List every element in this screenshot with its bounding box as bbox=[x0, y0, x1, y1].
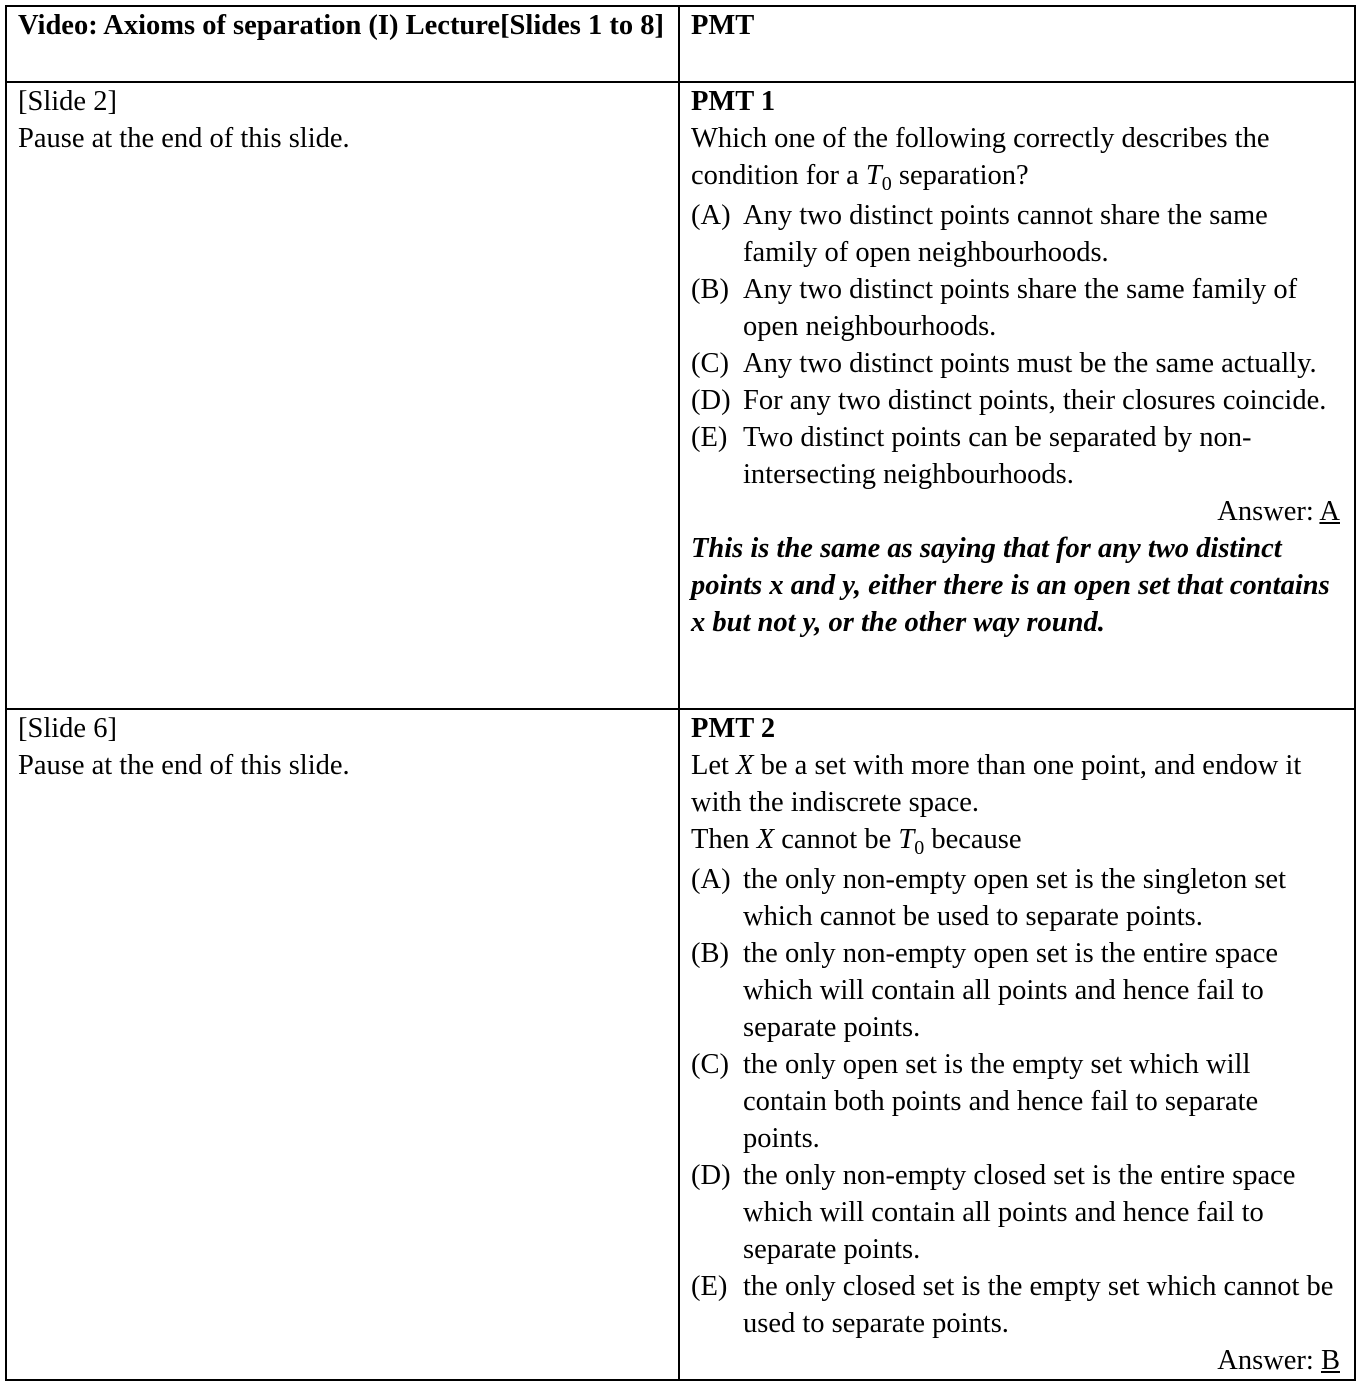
option-text: Any two distinct points must be the same actually. bbox=[743, 348, 1317, 379]
pmt-title: PMT 2 bbox=[691, 713, 776, 744]
option-label: (C) bbox=[691, 348, 729, 379]
pmt-question-line1 bbox=[691, 747, 1340, 821]
math-subscript: 0 bbox=[914, 837, 925, 859]
option-text: the only non-empty open set is the entire space which will contain all points and hence fail to separate points. bbox=[743, 938, 1279, 1043]
option-text: the only closed set is the empty set which cannot be used to separate points. bbox=[743, 1271, 1334, 1339]
question-text-end: separation? bbox=[891, 160, 1029, 191]
option-item bbox=[691, 419, 1340, 493]
answer-note: This is the same as saying that for any two distinct points x and y, either there is an open set that contains x but not y, or the other way round. bbox=[691, 533, 1330, 638]
slide-cell bbox=[6, 709, 679, 1380]
answer-prefix: Answer: bbox=[1217, 1345, 1321, 1376]
math-var: X bbox=[756, 824, 775, 855]
answer-line bbox=[691, 1342, 1340, 1379]
question-text: because bbox=[924, 824, 1022, 855]
option-text: the only non-empty closed set is the entire space which will contain all points and hence fail to separate points. bbox=[743, 1160, 1296, 1265]
answer-value: B bbox=[1320, 1345, 1340, 1376]
header-row bbox=[6, 6, 1355, 82]
math-subscript: 0 bbox=[881, 173, 892, 195]
slide-instruction: Pause at the end of this slide. bbox=[18, 123, 350, 154]
math-var: X bbox=[736, 750, 754, 781]
pmt-title: PMT 1 bbox=[691, 86, 776, 117]
option-item bbox=[691, 861, 1340, 935]
option-label: (B) bbox=[691, 938, 729, 969]
answer-line bbox=[691, 493, 1340, 530]
option-item bbox=[691, 1157, 1340, 1268]
pmt-cell bbox=[679, 709, 1355, 1380]
slide-label: [Slide 6] bbox=[18, 713, 117, 744]
slide-instruction: Pause at the end of this slide. bbox=[18, 750, 350, 781]
option-label: (A) bbox=[691, 200, 731, 231]
answer-value: A bbox=[1319, 496, 1340, 527]
answer-prefix: Answer: bbox=[1217, 496, 1320, 527]
header-pmt-title: PMT bbox=[691, 10, 755, 41]
header-pmt-cell bbox=[679, 6, 1355, 82]
option-item bbox=[691, 271, 1340, 345]
option-label: (E) bbox=[691, 1271, 728, 1302]
table-row bbox=[6, 82, 1355, 709]
option-item bbox=[691, 1046, 1340, 1157]
question-text: cannot be bbox=[774, 824, 899, 855]
option-text: Any two distinct points share the same family of open neighbourhoods. bbox=[743, 274, 1298, 342]
slide-cell bbox=[6, 82, 679, 709]
option-label: (C) bbox=[691, 1049, 729, 1080]
math-var: T bbox=[865, 160, 882, 191]
header-video-cell bbox=[6, 6, 679, 82]
option-item bbox=[691, 345, 1340, 382]
option-item bbox=[691, 1268, 1340, 1342]
question-text: Which one of the following correctly describes the condition for a bbox=[691, 123, 1270, 191]
option-label: (D) bbox=[691, 1160, 731, 1191]
option-text: the only open set is the empty set which will contain both points and hence fail to separate points. bbox=[743, 1049, 1259, 1154]
option-text: For any two distinct points, their closures coincide. bbox=[743, 385, 1327, 416]
option-label: (D) bbox=[691, 385, 731, 416]
pmt-question-line2 bbox=[691, 821, 1340, 861]
header-video-title: Video: Axioms of separation (I) Lecture[Slides 1 to 8] bbox=[18, 10, 664, 41]
option-item bbox=[691, 197, 1340, 271]
table-row bbox=[6, 709, 1355, 1380]
option-text: the only non-empty open set is the singleton set which cannot be used to separate points. bbox=[743, 864, 1287, 932]
option-label: (A) bbox=[691, 864, 731, 895]
option-item bbox=[691, 382, 1340, 419]
math-var: T bbox=[898, 824, 915, 855]
slide-label: [Slide 2] bbox=[18, 86, 117, 117]
question-text: Then bbox=[691, 824, 757, 855]
option-label: (B) bbox=[691, 274, 729, 305]
option-item bbox=[691, 935, 1340, 1046]
question-text: Let bbox=[691, 750, 737, 781]
option-text: Two distinct points can be separated by non-intersecting neighbourhoods. bbox=[743, 422, 1252, 490]
pmt-cell bbox=[679, 82, 1355, 709]
option-text: Any two distinct points cannot share the same family of open neighbourhoods. bbox=[743, 200, 1268, 268]
pmt-question bbox=[691, 120, 1340, 197]
lecture-table bbox=[5, 5, 1356, 1381]
question-text: be a set with more than one point, and endow it with the indiscrete space. bbox=[691, 750, 1302, 818]
option-label: (E) bbox=[691, 422, 728, 453]
